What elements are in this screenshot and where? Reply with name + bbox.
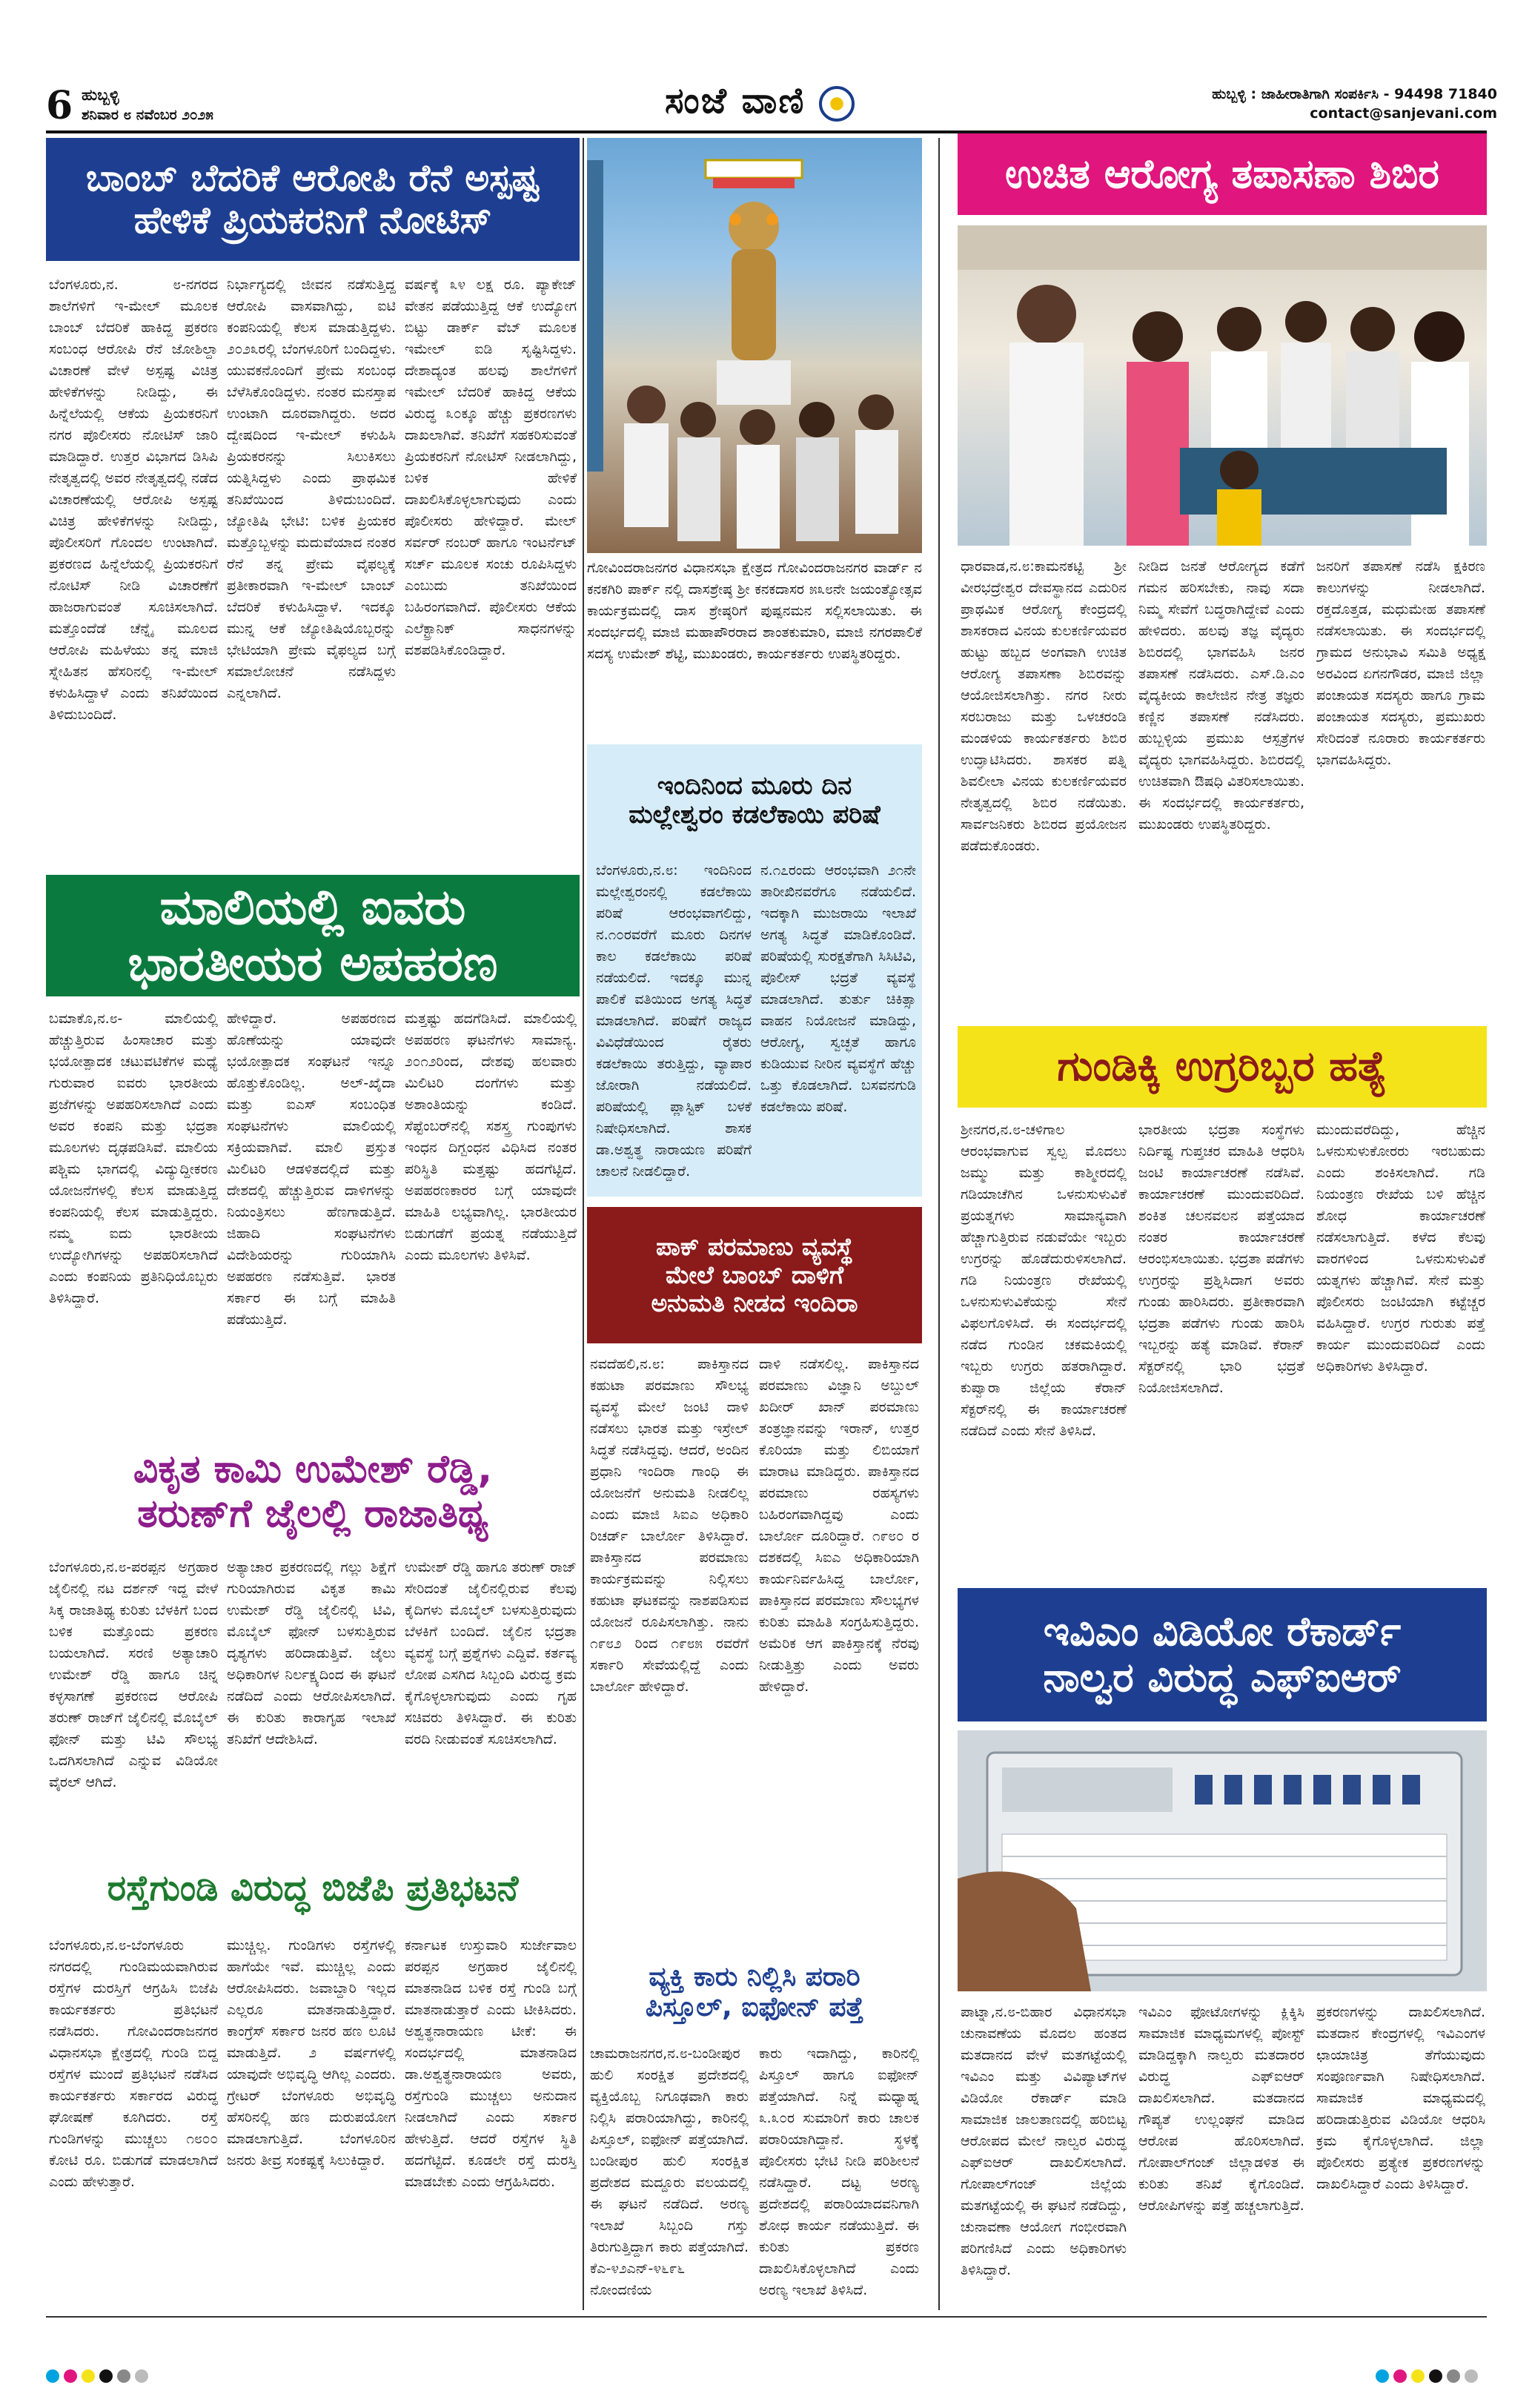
evm-article-col3: ಪ್ರಕರಣಗಳನ್ನು ದಾಖಲಿಸಲಾಗಿದೆ. ಮತದಾನ ಕೇಂದ್ರಗಳಲ್ಲಿ ಇವಿಎಂಗಳ ಛಾಯಾಚಿತ್ರ ತೆಗೆಯುವುದು ಸಂಪೂರ್ಣವಾಗಿ ನಿಷೇಧಿಸಲಾಗಿದೆ. ಸಾಮಾಜಿಕ ಮಾಧ್ಯಮದಲ್ಲಿ ಹರಿದಾಡುತ್ತಿರುವ ವಿಡಿಯೋ ಆಧರಿಸಿ ಕ್ರಮ ಕೈಗೊಳ್ಳಲಾಗಿದೆ. ಜಿಲ್ಲಾ ಪೊಲೀಸರು ಪ್ರತ್ಯೇಕ ಪ್ರಕರಣಗಳನ್ನು ದಾಖಲಿಸಿದ್ದಾರೆ ಎಂದು ತಿಳಿಸಿದ್ದಾರೆ. [1316,2004,1485,2192]
column-divider-left [583,138,584,2310]
kadalekai-headline-line2: ಮಲ್ಲೇಶ್ವರಂ ಕಡಲೆಕಾಯಿ ಪರಿಷೆ [629,800,881,830]
rasthe-article-col2: ಮುಚ್ಚಿಲ್ಲ. ಗುಂಡಿಗಳು ರಸ್ತೆಗಳಲ್ಲಿ ಹಾಗೆಯೇ ಇವೆ. ಮುಚ್ಚಿಲ್ಲ ಎಂದು ಆರೋಪಿಸಿದರು. ಜವಾಬ್ದಾರಿ ಇಲ್ಲದ ಎಲ್ಲರೂ ಮಾತನಾಡುತ್ತಿದ್ದಾರೆ. ಕಾಂಗ್ರೆಸ್ ಸರ್ಕಾರ ಜನರ ಹಣ ಲೂಟಿ ಮಾಡುತ್ತಿದೆ. ೨ ವರ್ಷಗಳಲ್ಲಿ ಯಾವುದೇ ಅಭಿವೃದ್ಧಿ ಆಗಿಲ್ಲ ಎಂದರು. ಗ್ರೇಟರ್ ಬೆಂಗಳೂರು ಅಭಿವೃದ್ಧಿ ಹೆಸರಿನಲ್ಲಿ ಹಣ ದುರುಪಯೋಗ ಮಾಡಲಾಗುತ್ತಿದೆ. ಬೆಂಗಳೂರಿನ ಜನರು ತೀವ್ರ ಸಂಕಷ್ಟಕ್ಕೆ ಸಿಲುಕಿದ್ದಾರೆ. [227,1937,396,2169]
umesh-headline-line2: ತರುಣ್‌ಗೆ ಜೈಲಲ್ಲಿ ರಾಜಾತಿಥ್ಯ [137,1492,488,1536]
ad-contact-line: ಹುಬ್ಬಳ್ಳಿ : ಜಾಹೀರಾತಿಗಾಗಿ ಸಂಪರ್ಕಿಸಿ - 94498 71840 [1212,86,1497,102]
umesh-article-col2: ಅತ್ಯಾಚಾರ ಪ್ರಕರಣದಲ್ಲಿ ಗಲ್ಲು ಶಿಕ್ಷೆಗೆ ಗುರಿಯಾಗಿರುವ ವಿಕೃತ ಕಾಮಿ ಉಮೇಶ್ ರೆಡ್ಡಿ ಜೈಲಿನಲ್ಲಿ ಟಿವಿ, ಮೊಬೈಲ್ ಫೋನ್ ಬಳಸುತ್ತಿರುವ ದೃಶ್ಯಗಳು ಹರಿದಾಡುತ್ತಿವೆ. ಜೈಲು ಅಧಿಕಾರಿಗಳ ನಿರ್ಲಕ್ಷ್ಯದಿಂದ ಈ ಘಟನೆ ನಡೆದಿದೆ ಎಂದು ಆರೋಪಿಸಲಾಗಿದೆ. ಈ ಕುರಿತು ಕಾರಾಗೃಹ ಇಲಾಖೆ ತನಿಖೆಗೆ ಆದೇಶಿಸಿದೆ. [227,1559,396,1747]
car-headline-line1: ವ್ಯಕ್ತಿ ಕಾರು ನಿಲ್ಲಿಸಿ ಪರಾರಿ [649,1961,860,1992]
bomb-article-col3: ವರ್ಷಕ್ಕೆ ೩೪ ಲಕ್ಷ ರೂ. ಪ್ಯಾಕೇಜ್ ವೇತನ ಪಡೆಯುತ್ತಿದ್ದ ಆಕೆ ಉದ್ಯೋಗ ಬಿಟ್ಟು ಡಾರ್ಕ್ ವೆಬ್ ಮೂಲಕ ಇಮೇಲ್ ಐಡಿ ಸೃಷ್ಟಿಸಿದ್ದಳು. ದೇಶಾದ್ಯಂತ ಹಲವು ಶಾಲೆಗಳಿಗೆ ಇಮೇಲ್ ಬೆದರಿಕೆ ಹಾಕಿದ್ದ ಆಕೆಯ ವಿರುದ್ಧ ೩೦ಕ್ಕೂ ಹೆಚ್ಚು ಪ್ರಕರಣಗಳು ದಾಖಲಾಗಿವೆ. ತನಿಖೆಗೆ ಸಹಕರಿಸುವಂತೆ ಪ್ರಿಯಕರನಿಗೆ ನೋಟಿಸ್ ನೀಡಲಾಗಿದ್ದು, ಬಳಿಕ ಹೇಳಿಕೆ ದಾಖಲಿಸಿಕೊಳ್ಳಲಾಗುವುದು ಎಂದು ಪೊಲೀಸರು ಹೇಳಿದ್ದಾರೆ. ಮೇಲ್ ಸರ್ವರ್ ನಂಬರ್ ಹಾಗೂ ಇಂಟರ್ನೆಟ್ ಸರ್ಚ್ ಮೂಲಕ ಸಂಚು ರೂಪಿಸಿದ್ದಳು ಎಂಬುದು ತನಿಖೆಯಿಂದ ಬಹಿರಂಗವಾಗಿದೆ. ಪೊಲೀಸರು ಆಕೆಯ ಎಲೆಕ್ಟ್ರಾನಿಕ್ ಸಾಧನಗಳನ್ನು ವಶಪಡಿಸಿಕೊಂಡಿದ್ದಾರೆ. [405,277,577,658]
gundikki-article-col2: ಭಾರತೀಯ ಭದ್ರತಾ ಸಂಸ್ಥೆಗಳು ನಿರ್ದಿಷ್ಟ ಗುಪ್ತಚರ ಮಾಹಿತಿ ಆಧರಿಸಿ ಜಂಟಿ ಕಾರ್ಯಾಚರಣೆ ನಡೆಸಿವೆ. ಕಾರ್ಯಾಚರಣೆ ಮುಂದುವರಿದಿದೆ. ಶಂಕಿತ ಚಲನವಲನ ಪತ್ತೆಯಾದ ನಂತರ ಕಾರ್ಯಾಚರಣೆ ಆರಂಭಿಸಲಾಯಿತು. ಭದ್ರತಾ ಪಡೆಗಳು ಉಗ್ರರನ್ನು ಪ್ರಶ್ನಿಸಿದಾಗ ಅವರು ಗುಂಡು ಹಾರಿಸಿದರು. ಪ್ರತೀಕಾರವಾಗಿ ಭದ್ರತಾ ಪಡೆಗಳು ಗುಂಡು ಹಾರಿಸಿ ಇಬ್ಬರನ್ನು ಹತ್ಯೆ ಮಾಡಿವೆ. ಕೆರಾನ್ ಸೆಕ್ಟರ್‌ನಲ್ಲಿ ಭಾರಿ ಭದ್ರತೆ ನಿಯೋಜಿಸಲಾಗಿದೆ. [1138,1122,1304,1396]
evm-headline-line2: ನಾಲ್ವರ ವಿರುದ್ಧ ಎಫ್‌ಐಆರ್ [1043,1654,1402,1701]
mali-headline-line2: ಭಾರತೀಯರ ಅಪಹರಣ [127,935,498,992]
kanaka-photo-caption: ಗೋವಿಂದರಾಜನಗರ ವಿಧಾನಸಭಾ ಕ್ಷೇತ್ರದ ಗೋವಿಂದರಾಜನಗರ ವಾರ್ಡ್ ನ ಕನಕಗಿರಿ ಪಾರ್ಕ್ ನಲ್ಲಿ ದಾಸಶ್ರೇಷ್ಠ ಶ್ರೀ ಕನಕದಾಸರ ೫೩೮ನೇ ಜಯಂತ್ಯೋತ್ಸವ ಕಾರ್ಯಕ್ರಮದಲ್ಲಿ ದಾಸ ಶ್ರೇಷ್ಠರಿಗೆ ಪುಷ್ಪನಮನ ಸಲ್ಲಿಸಲಾಯಿತು. ಈ ಸಂದರ್ಭದಲ್ಲಿ ಮಾಜಿ ಮಹಾಪೌರರಾದ ಶಾಂತಕುಮಾರಿ, ಮಾಜಿ ನಗರಪಾಲಿಕೆ ಸದಸ್ಯ ಉಮೇಶ್ ಶೆಟ್ಟಿ, ಮುಖಂಡರು, ಕಾರ್ಯಕರ್ತರು ಉಪಸ್ಥಿತರಿದ್ದರು. [587,560,922,662]
bomb-headline-line2: ಹೇಳಿಕೆ ಪ್ರಿಯಕರನಿಗೆ ನೋಟಿಸ್ [133,199,492,242]
health-camp-photo [958,225,1487,546]
kadalekai-article-col1: ಬೆಂಗಳೂರು,ನ.೮: ಇಂದಿನಿಂದ ಮಲ್ಲೇಶ್ವರಂನಲ್ಲಿ ಕಡಲೆಕಾಯಿ ಪರಿಷೆ ಆರಂಭವಾಗಲಿದ್ದು, ನ.೧೦ರವರೆಗೆ ಮೂರು ದಿನಗಳ ಕಾಲ ಕಡಲೆಕಾಯಿ ಪರಿಷೆ ನಡೆಯಲಿದೆ. ಇದಕ್ಕೂ ಮುನ್ನ ಪಾಲಿಕೆ ವತಿಯಿಂದ ಅಗತ್ಯ ಸಿದ್ಧತೆ ಮಾಡಲಾಗಿದೆ. ಪರಿಷೆಗೆ ರಾಜ್ಯದ ವಿವಿಧೆಡೆಯಿಂದ ರೈತರು ಕಡಲೆಕಾಯಿ ತರುತ್ತಿದ್ದು, ವ್ಯಾಪಾರ ಜೋರಾಗಿ ನಡೆಯಲಿದೆ. ಪರಿಷೆಯಲ್ಲಿ ಪ್ಲಾಸ್ಟಿಕ್ ಬಳಕೆ ನಿಷೇಧಿಸಲಾಗಿದೆ. ಶಾಸಕ ಡಾ.ಅಶ್ವತ್ಥ ನಾರಾಯಣ ಪರಿಷೆಗೆ ಚಾಲನೆ ನೀಡಲಿದ್ದಾರೆ. [596,862,752,1180]
evm-article-col1: ಪಾಟ್ನಾ,ನ.೮-ಬಿಹಾರ ವಿಧಾನಸಭಾ ಚುನಾವಣೆಯ ಮೊದಲ ಹಂತದ ಮತದಾನದ ವೇಳೆ ಮತಗಟ್ಟೆಯಲ್ಲಿ ಇವಿಎಂ ಮತ್ತು ವಿವಿಪ್ಯಾಟ್‌ಗಳ ವಿಡಿಯೋ ರೆಕಾರ್ಡ್ ಮಾಡಿ ಸಾಮಾಜಿಕ ಜಾಲತಾಣದಲ್ಲಿ ಹರಿಬಿಟ್ಟ ಆರೋಪದ ಮೇಲೆ ನಾಲ್ವರ ವಿರುದ್ಧ ಎಫ್‌ಐಆರ್ ದಾಖಲಿಸಲಾಗಿದೆ. ಗೋಪಾಲ್‌ಗಂಜ್ ಜಿಲ್ಲೆಯ ಮತಗಟ್ಟೆಯಲ್ಲಿ ಈ ಘಟನೆ ನಡೆದಿದ್ದು, ಚುನಾವಣಾ ಆಯೋಗ ಗಂಭೀರವಾಗಿ ಪರಿಗಣಿಸಿದೆ ಎಂದು ಅಧಿಕಾರಿಗಳು ತಿಳಿಸಿದ್ದಾರೆ. [961,2004,1127,2278]
mali-article-col2: ಹೇಳಿದ್ದಾರೆ. ಅಪಹರಣದ ಹೊಣೆಯನ್ನು ಯಾವುದೇ ಭಯೋತ್ಪಾದಕ ಸಂಘಟನೆ ಇನ್ನೂ ಹೊತ್ತುಕೊಂಡಿಲ್ಲ. ಅಲ್-ಖೈದಾ ಮತ್ತು ಐಎಸ್ ಸಂಬಂಧಿತ ಸಂಘಟನೆಗಳು ಮಾಲಿಯಲ್ಲಿ ಸಕ್ರಿಯವಾಗಿವೆ. ಮಾಲಿ ಪ್ರಸ್ತುತ ಮಿಲಿಟರಿ ಆಡಳಿತದಲ್ಲಿದೆ ಮತ್ತು ದೇಶದಲ್ಲಿ ಹೆಚ್ಚುತ್ತಿರುವ ದಾಳಿಗಳನ್ನು ನಿಯಂತ್ರಿಸಲು ಹೆಣಗಾಡುತ್ತಿದೆ. ಜಿಹಾದಿ ಸಂಘಟನೆಗಳು ವಿದೇಶಿಯರನ್ನು ಗುರಿಯಾಗಿಸಿ ಅಪಹರಣ ನಡೆಸುತ್ತಿವೆ. ಭಾರತ ಸರ್ಕಾರ ಈ ಬಗ್ಗೆ ಮಾಹಿತಿ ಪಡೆಯುತ್ತಿದೆ. [227,1010,396,1328]
bomb-headline-box [46,138,580,261]
evm-photo [958,1730,1487,1991]
health-camp-illustration [958,225,1487,546]
health-headline-box [958,133,1487,215]
bomb-article-col1: ಬೆಂಗಳೂರು,ನ. ೮-ನಗರದ ಶಾಲೆಗಳಿಗೆ ಇ-ಮೇಲ್ ಮೂಲಕ ಬಾಂಬ್ ಬೆದರಿಕೆ ಹಾಕಿದ್ದ ಪ್ರಕರಣ ಸಂಬಂಧ ಆರೋಪಿ ರೆನೆ ಜೋಶಿಲ್ದಾ ವಿಚಾರಣೆ ವೇಳೆ ಅಸ್ಪಷ್ಟ ವಿಚಿತ್ರ ಹೇಳಿಕೆಗಳನ್ನು ನೀಡಿದ್ದು, ಈ ಹಿನ್ನೆಲೆಯಲ್ಲಿ ಆಕೆಯ ಪ್ರಿಯಕರನಿಗೆ ನಗರ ಪೊಲೀಸರು ನೋಟಿಸ್ ಜಾರಿ ಮಾಡಿದ್ದಾರೆ. ಉತ್ತರ ವಿಭಾಗದ ಡಿಸಿಪಿ ನೇತೃತ್ವದಲ್ಲಿ ಅವರ ನೇತೃತ್ವದಲ್ಲಿ ನಡೆದ ವಿಚಾರಣೆಯಲ್ಲಿ ಆರೋಪಿ ಅಸ್ಪಷ್ಟ ವಿಚಿತ್ರ ಹೇಳಿಕೆಗಳನ್ನು ನೀಡಿದ್ದು, ಪೊಲೀಸರಿಗೆ ಗೊಂದಲ ಉಂಟಾಗಿದೆ. ಪ್ರಕರಣದ ಹಿನ್ನೆಲೆಯಲ್ಲಿ ಪ್ರಿಯಕರನಿಗೆ ನೋಟಿಸ್ ನೀಡಿ ವಿಚಾರಣೆಗೆ ಹಾಜರಾಗುವಂತೆ ಸೂಚಿಸಲಾಗಿದೆ. ಮತ್ತೊಂದೆಡೆ ಚೆನ್ನೈ ಮೂಲದ ಆರೋಪಿ ಮಹಿಳೆಯು ತನ್ನ ಮಾಜಿ ಸ್ನೇಹಿತನ ಹೆಸರಿನಲ್ಲಿ ಇ-ಮೇಲ್ ಕಳುಹಿಸಿದ್ದಾಳೆ ಎಂದು ತನಿಖೆಯಿಂದ ತಿಳಿದುಬಂದಿದೆ. [49,277,218,723]
masthead-city: ಹುಬ್ಬಳ್ಳಿ [82,86,119,104]
car-headline [587,1951,922,2033]
masthead-date: ಶನಿವಾರ ೮ ನವೆಂಬರ ೨೦೨೫ [82,107,213,123]
mali-headline-box [46,875,580,996]
pak-article-col1: ನವದೆಹಲಿ,ನ.೮: ಪಾಕಿಸ್ತಾನದ ಕಹುಟಾ ಪರಮಾಣು ಸೌಲಭ್ಯ ವ್ಯವಸ್ಥೆ ಮೇಲೆ ಜಂಟಿ ದಾಳಿ ನಡೆಸಲು ಭಾರತ ಮತ್ತು ಇಸ್ರೇಲ್ ಸಿದ್ಧತೆ ನಡೆಸಿದ್ದವು. ಆದರೆ, ಅಂದಿನ ಪ್ರಧಾನಿ ಇಂದಿರಾ ಗಾಂಧಿ ಈ ಯೋಜನೆಗೆ ಅನುಮತಿ ನೀಡಲಿಲ್ಲ ಎಂದು ಮಾಜಿ ಸಿಐಎ ಅಧಿಕಾರಿ ರಿಚರ್ಡ್ ಬಾರ್ಲೋ ತಿಳಿಸಿದ್ದಾರೆ. ಪಾಕಿಸ್ತಾನದ ಪರಮಾಣು ಕಾರ್ಯಕ್ರಮವನ್ನು ನಿಲ್ಲಿಸಲು ಕಹುಟಾ ಘಟಕವನ್ನು ನಾಶಪಡಿಸುವ ಯೋಜನೆ ರೂಪಿಸಲಾಗಿತ್ತು. ನಾನು ೧೯೮೨ ರಿಂದ ೧೯೮೫ ರವರೆಗೆ ಸರ್ಕಾರಿ ಸೇವೆಯಲ್ಲಿದ್ದೆ ಎಂದು ಬಾರ್ಲೋ ಹೇಳಿದ್ದಾರೆ. [590,1356,749,1695]
bomb-article-col2: ನಿರ್ಭಾಗ್ಯದಲ್ಲಿ ಜೀವನ ನಡೆಸುತ್ತಿದ್ದ ಆರೋಪಿ ವಾಸವಾಗಿದ್ದು, ಐಟಿ ಕಂಪನಿಯಲ್ಲಿ ಕೆಲಸ ಮಾಡುತ್ತಿದ್ದಳು. ೨೦೨೩ರಲ್ಲಿ ಬೆಂಗಳೂರಿಗೆ ಬಂದಿದ್ದಳು. ಯುವಕನೊಂದಿಗೆ ಪ್ರೇಮ ಸಂಬಂಧ ಬೆಳೆಸಿಕೊಂಡಿದ್ದಳು. ನಂತರ ಮನಸ್ತಾಪ ಉಂಟಾಗಿ ದೂರವಾಗಿದ್ದರು. ಅದರ ದ್ವೇಷದಿಂದ ಇ-ಮೇಲ್ ಕಳುಹಿಸಿ ಪ್ರಿಯಕರನನ್ನು ಸಿಲುಕಿಸಲು ಯತ್ನಿಸಿದ್ದಳು ಎಂದು ಪ್ರಾಥಮಿಕ ತನಿಖೆಯಿಂದ ತಿಳಿದುಬಂದಿದೆ. ಜ್ಯೋತಿಷಿ ಭೇಟಿ: ಬಳಿಕ ಪ್ರಿಯಕರ ಮತ್ತೊಬ್ಬಳನ್ನು ಮದುವೆಯಾದ ನಂತರ ರೆನೆ ತನ್ನ ಪ್ರೇಮ ವೈಫಲ್ಯಕ್ಕೆ ಪ್ರತೀಕಾರವಾಗಿ ಇ-ಮೇಲ್ ಬಾಂಬ್ ಬೆದರಿಕೆ ಕಳುಹಿಸಿದ್ದಾಳೆ. ಇದಕ್ಕೂ ಮುನ್ನ ಆಕೆ ಜ್ಯೋತಿಷಿಯೊಬ್ಬರನ್ನು ಭೇಟಿಯಾಗಿ ಪ್ರೇಮ ವೈಫಲ್ಯದ ಬಗ್ಗೆ ಸಮಾಲೋಚನೆ ನಡೆಸಿದ್ದಳು ಎನ್ನಲಾಗಿದೆ. [227,277,396,701]
kanaka-jayanti-photo [587,138,922,553]
gundikki-headline-text: ಗುಂಡಿಕ್ಕಿ ಉಗ್ರರಿಬ್ಬರ ಹತ್ಯೆ [1057,1042,1387,1091]
bottom-rule [46,2316,1487,2318]
evm-headline-line1: ಇವಿಎಂ ವಿಡಿಯೋ ರೆಕಾರ್ಡ್ [1043,1607,1402,1655]
pak-article-col2: ದಾಳಿ ನಡೆಸಲಿಲ್ಲ. ಪಾಕಿಸ್ತಾನದ ಪರಮಾಣು ವಿಜ್ಞಾನಿ ಅಬ್ದುಲ್ ಖದೀರ್ ಖಾನ್ ಪರಮಾಣು ತಂತ್ರಜ್ಞಾನವನ್ನು ಇರಾನ್, ಉತ್ತರ ಕೊರಿಯಾ ಮತ್ತು ಲಿಬಿಯಾಗೆ ಮಾರಾಟ ಮಾಡಿದ್ದರು. ಪಾಕಿಸ್ತಾನದ ಪರಮಾಣು ರಹಸ್ಯಗಳು ಬಹಿರಂಗವಾಗಿದ್ದವು ಎಂದು ಬಾರ್ಲೋ ದೂರಿದ್ದಾರೆ. ೧೯೮೦ ರ ದಶಕದಲ್ಲಿ ಸಿಐಎ ಅಧಿಕಾರಿಯಾಗಿ ಕಾರ್ಯನಿರ್ವಹಿಸಿದ್ದ ಬಾರ್ಲೋ, ಪಾಕಿಸ್ತಾನದ ಪರಮಾಣು ಸೌಲಭ್ಯಗಳ ಕುರಿತು ಮಾಹಿತಿ ಸಂಗ್ರಹಿಸುತ್ತಿದ್ದರು. ಅಮೆರಿಕ ಆಗ ಪಾಕಿಸ್ತಾನಕ್ಕೆ ನೆರವು ನೀಡುತ್ತಿತ್ತು ಎಂದು ಅವರು ಹೇಳಿದ್ದಾರೆ. [759,1356,919,1695]
car-article-col2: ಕಾರು ಇದಾಗಿದ್ದು, ಕಾರಿನಲ್ಲಿ ಪಿಸ್ತೂಲ್ ಹಾಗೂ ಐಫೋನ್ ಪತ್ತೆಯಾಗಿದೆ. ನಿನ್ನೆ ಮಧ್ಯಾಹ್ನ ೩.೩೦ರ ಸುಮಾರಿಗೆ ಕಾರು ಚಾಲಕ ಪರಾರಿಯಾಗಿದ್ದಾನೆ. ಸ್ಥಳಕ್ಕೆ ಪೊಲೀಸರು ಭೇಟಿ ನೀಡಿ ಪರಿಶೀಲನೆ ನಡೆಸಿದ್ದಾರೆ. ದಟ್ಟ ಅರಣ್ಯ ಪ್ರದೇಶದಲ್ಲಿ ಪರಾರಿಯಾದವನಿಗಾಗಿ ಶೋಧ ಕಾರ್ಯ ನಡೆಯುತ್ತಿದೆ. ಈ ಕುರಿತು ಪ್ರಕರಣ ದಾಖಲಿಸಿಕೊಳ್ಳಲಾಗಿದೆ ಎಂದು ಅರಣ್ಯ ಇಲಾಖೆ ತಿಳಿಸಿದೆ. [759,2045,919,2298]
newspaper-logo [637,80,882,129]
kadalekai-headline [593,750,916,851]
bomb-headline-line1: ಬಾಂಬ್ ಬೆದರಿಕೆ ಆರೋಪಿ ರೆನೆ ಅಸ್ಪಷ್ಟ [85,156,540,199]
gundikki-article-col3: ಮುಂದುವರೆದಿದ್ದು, ಹೆಚ್ಚಿನ ಒಳನುಸುಳುಕೋರರು ಇರಬಹುದು ಎಂದು ಶಂಕಿಸಲಾಗಿದೆ. ಗಡಿ ನಿಯಂತ್ರಣ ರೇಖೆಯ ಬಳಿ ಹೆಚ್ಚಿನ ಶೋಧ ಕಾರ್ಯಾಚರಣೆ ನಡೆಸಲಾಗುತ್ತಿದೆ. ಕಳೆದ ಕೆಲವು ವಾರಗಳಿಂದ ಒಳನುಸುಳುವಿಕೆ ಯತ್ನಗಳು ಹೆಚ್ಚಾಗಿವೆ. ಸೇನೆ ಮತ್ತು ಪೊಲೀಸರು ಜಂಟಿಯಾಗಿ ಕಟ್ಟೆಚ್ಚರ ವಹಿಸಿದ್ದಾರೆ. ಉಗ್ರರ ಗುರುತು ಪತ್ತೆ ಕಾರ್ಯ ಮುಂದುವರಿದಿದೆ ಎಂದು ಅಧಿಕಾರಿಗಳು ತಿಳಿಸಿದ್ದಾರೆ. [1316,1122,1485,1375]
pak-headline-box [587,1207,922,1343]
kadalekai-article-col2: ನ.೧೭ರಂದು ಆರಂಭವಾಗಿ ೨೧ನೇ ತಾರೀಖಿನವರೆಗೂ ನಡೆಯಲಿದೆ. ಇದಕ್ಕಾಗಿ ಮುಜರಾಯಿ ಇಲಾಖೆ ಅಗತ್ಯ ಸಿದ್ಧತೆ ಮಾಡಿಕೊಂಡಿದೆ. ಪರಿಷೆಯಲ್ಲಿ ಸುರಕ್ಷತೆಗಾಗಿ ಸಿಸಿಟಿವಿ, ಪೊಲೀಸ್ ಭದ್ರತೆ ವ್ಯವಸ್ಥೆ ಮಾಡಲಾಗಿದೆ. ತುರ್ತು ಚಿಕಿತ್ಸಾ ವಾಹನ ನಿಯೋಜನೆ ಮಾಡಿದ್ದು, ಆರೋಗ್ಯ, ಸ್ವಚ್ಛತೆ ಹಾಗೂ ಕುಡಿಯುವ ನೀರಿನ ವ್ಯವಸ್ಥೆಗೆ ಹೆಚ್ಚು ಒತ್ತು ಕೊಡಲಾಗಿದೆ. ಬಸವನಗುಡಿ ಕಡಲೆಕಾಯಿ ಪರಿಷೆ. [760,862,916,1115]
page-number: 6 [46,83,73,128]
mali-article-col1: ಬಮಾಕೊ,ನ.೮- ಮಾಲಿಯಲ್ಲಿ ಹೆಚ್ಚುತ್ತಿರುವ ಹಿಂಸಾಚಾರ ಮತ್ತು ಭಯೋತ್ಪಾದಕ ಚಟುವಟಿಕೆಗಳ ಮಧ್ಯೆ ಗುರುವಾರ ಐವರು ಭಾರತೀಯ ಪ್ರಜೆಗಳನ್ನು ಅಪಹರಿಸಲಾಗಿದೆ ಎಂದು ಅವರ ಕಂಪನಿ ಮತ್ತು ಭದ್ರತಾ ಮೂಲಗಳು ದೃಢಪಡಿಸಿವೆ. ಮಾಲಿಯ ಪಶ್ಚಿಮ ಭಾಗದಲ್ಲಿ ವಿದ್ಯುದ್ದೀಕರಣ ಯೋಜನೆಗಳಲ್ಲಿ ಕೆಲಸ ಮಾಡುತ್ತಿದ್ದ ಕಂಪನಿಯಲ್ಲಿ ಕೆಲಸ ಮಾಡುತ್ತಿದ್ದರು. ನಮ್ಮ ಐದು ಭಾರತೀಯ ಉದ್ಯೋಗಿಗಳನ್ನು ಅಪಹರಿಸಲಾಗಿದೆ ಎಂದು ಕಂಪನಿಯ ಪ್ರತಿನಿಧಿಯೊಬ್ಬರು ತಿಳಿಸಿದ್ದಾರೆ. [49,1010,218,1306]
umesh-article-col3: ಉಮೇಶ್ ರೆಡ್ಡಿ ಹಾಗೂ ತರುಣ್ ರಾಜ್ ಸೇರಿದಂತೆ ಜೈಲಿನಲ್ಲಿರುವ ಕೆಲವು ಕೈದಿಗಳು ಮೊಬೈಲ್ ಬಳಸುತ್ತಿರುವುದು ಬೆಳಕಿಗೆ ಬಂದಿದೆ. ಜೈಲಿನ ಭದ್ರತಾ ವ್ಯವಸ್ಥೆ ಬಗ್ಗೆ ಪ್ರಶ್ನೆಗಳು ಎದ್ದಿವೆ. ಕರ್ತವ್ಯ ಲೋಪ ಎಸಗಿದ ಸಿಬ್ಬಂದಿ ವಿರುದ್ಧ ಕ್ರಮ ಕೈಗೊಳ್ಳಲಾಗುವುದು ಎಂದು ಗೃಹ ಸಚಿವರು ತಿಳಿಸಿದ್ದಾರೆ. ಈ ಕುರಿತು ವರದಿ ನೀಡುವಂತೆ ಸೂಚಿಸಲಾಗಿದೆ. [405,1559,577,1747]
rasthe-article-col1: ಬೆಂಗಳೂರು,ನ.೮-ಬೆಂಗಳೂರು ನಗರದಲ್ಲಿ ಗುಂಡಿಮಯವಾಗಿರುವ ರಸ್ತೆಗಳ ದುರಸ್ತಿಗೆ ಆಗ್ರಹಿಸಿ ಬಿಜೆಪಿ ಕಾರ್ಯಕರ್ತರು ಪ್ರತಿಭಟನೆ ನಡೆಸಿದರು. ಗೋವಿಂದರಾಜನಗರ ವಿಧಾನಸಭಾ ಕ್ಷೇತ್ರದಲ್ಲಿ ಗುಂಡಿ ಬಿದ್ದ ರಸ್ತೆಗಳ ಮುಂದೆ ಪ್ರತಿಭಟನೆ ನಡೆಸಿದ ಕಾರ್ಯಕರ್ತರು ಸರ್ಕಾರದ ವಿರುದ್ಧ ಘೋಷಣೆ ಕೂಗಿದರು. ರಸ್ತೆ ಗುಂಡಿಗಳನ್ನು ಮುಚ್ಚಲು ೧೮೦೦ ಕೋಟಿ ರೂ. ಬಿಡುಗಡೆ ಮಾಡಲಾಗಿದೆ ಎಂದು ಹೇಳುತ್ತಾರೆ. [49,1937,218,2190]
mali-article-col3: ಮತ್ತಷ್ಟು ಹದಗೆಡಿಸಿದೆ. ಮಾಲಿಯಲ್ಲಿ ಅಪಹರಣ ಘಟನೆಗಳು ಸಾಮಾನ್ಯ. ೨೦೧೨ರಿಂದ, ದೇಶವು ಹಲವಾರು ಮಿಲಿಟರಿ ದಂಗೆಗಳು ಮತ್ತು ಅಶಾಂತಿಯನ್ನು ಕಂಡಿದೆ. ಸೆಪ್ಟೆಂಬರ್‌ನಲ್ಲಿ ಸಶಸ್ತ್ರ ಗುಂಪುಗಳು ಇಂಧನ ದಿಗ್ಬಂಧನ ವಿಧಿಸಿದ ನಂತರ ಪರಿಸ್ಥಿತಿ ಮತ್ತಷ್ಟು ಹದಗೆಟ್ಟಿದೆ. ಅಪಹರಣಕಾರರ ಬಗ್ಗೆ ಯಾವುದೇ ಮಾಹಿತಿ ಲಭ್ಯವಾಗಿಲ್ಲ. ಭಾರತೀಯರ ಬಿಡುಗಡೆಗೆ ಪ್ರಯತ್ನ ನಡೆಯುತ್ತಿದೆ ಎಂದು ಮೂಲಗಳು ತಿಳಿಸಿವೆ. [405,1010,577,1263]
kadalekai-headline-line1: ಇಂದಿನಿಂದ ಮೂರು ದಿನ [657,770,852,801]
umesh-headline [46,1437,580,1548]
evm-article-col2: ಇವಿಎಂ ಫೋಟೋಗಳನ್ನು ಕ್ಲಿಕ್ಕಿಸಿ ಸಾಮಾಜಿಕ ಮಾಧ್ಯಮಗಳಲ್ಲಿ ಪೋಸ್ಟ್ ಮಾಡಿದ್ದಕ್ಕಾಗಿ ನಾಲ್ವರು ಮತದಾರರ ವಿರುದ್ಧ ಎಫ್‌ಐಆರ್ ದಾಖಲಿಸಲಾಗಿದೆ. ಮತದಾನದ ಗೌಪ್ಯತೆ ಉಲ್ಲಂಘನೆ ಮಾಡಿದ ಆರೋಪ ಹೊರಿಸಲಾಗಿದೆ. ಗೋಪಾಲ್‌ಗಂಜ್ ಜಿಲ್ಲಾಡಳಿತ ಈ ಕುರಿತು ತನಿಖೆ ಕೈಗೊಂಡಿದೆ. ಆರೋಪಿಗಳನ್ನು ಪತ್ತೆ ಹಚ್ಚಲಾಗುತ್ತಿದೆ. [1138,2004,1304,2214]
pak-headline-line2: ಮೇಲೆ ಬಾಂಬ್ ದಾಳಿಗೆ [665,1260,844,1290]
kanaka-statue-illustration [587,138,922,553]
umesh-article-col1: ಬೆಂಗಳೂರು,ನ.೮-ಪರಪ್ಪನ ಅಗ್ರಹಾರ ಜೈಲಿನಲ್ಲಿ ನಟ ದರ್ಶನ್ ಇದ್ದ ವೇಳೆ ಸಿಕ್ಕ ರಾಜಾತಿಥ್ಯ ಕುರಿತು ಬೆಳಕಿಗೆ ಬಂದ ಬಳಿಕ ಮತ್ತೊಂದು ಪ್ರಕರಣ ಬಯಲಾಗಿದೆ. ಸರಣಿ ಅತ್ಯಾಚಾರಿ ಉಮೇಶ್ ರೆಡ್ಡಿ ಹಾಗೂ ಚಿನ್ನ ಕಳ್ಳಸಾಗಣೆ ಪ್ರಕರಣದ ಆರೋಪಿ ತರುಣ್ ರಾಜ್‌ಗೆ ಜೈಲಿನಲ್ಲಿ ಮೊಬೈಲ್ ಫೋನ್ ಮತ್ತು ಟಿವಿ ಸೌಲಭ್ಯ ಒದಗಿಸಲಾಗಿದೆ ಎನ್ನುವ ವಿಡಿಯೋ ವೈರಲ್ ಆಗಿದೆ. [49,1559,218,1790]
rasthe-headline [46,1853,580,1925]
health-article-col3: ಜನರಿಗೆ ತಪಾಸಣೆ ನಡೆಸಿ ಕ್ಷಕಿರಣ ಕಾಲುಗಳನ್ನು ನೀಡಲಾಗಿದೆ. ರಕ್ತದೊತ್ತಡ, ಮಧುಮೇಹ ತಪಾಸಣೆ ನಡೆಸಲಾಯಿತು. ಈ ಸಂದರ್ಭದಲ್ಲಿ ಗ್ರಾಮದ ಅನುಭಾವಿ ಸಮಿತಿ ಅಧ್ಯಕ್ಷ ಅರವಿಂದ ಏಗನಗೌಡರ, ಮಾಜಿ ಜಿಲ್ಲಾ ಪಂಚಾಯತ ಸದಸ್ಯರು ಹಾಗೂ ಗ್ರಾಮ ಪಂಚಾಯತ ಸದಸ್ಯರು, ಪ್ರಮುಖರು ಸೇರಿದಂತೆ ನೂರಾರು ಕಾರ್ಯಕರ್ತರು ಭಾಗವಹಿಸಿದ್ದರು. [1316,558,1485,768]
print-registration-marks-left [46,2369,148,2383]
health-headline-text: ಉಚಿತ ಆರೋಗ್ಯ ತಪಾಸಣಾ ಶಿಬಿರ [1005,150,1439,197]
rasthe-article-col3: ಕರ್ನಾಟಕ ಉಸ್ತುವಾರಿ ಸುರ್ಜೇವಾಲ ಪರಪ್ಪನ ಅಗ್ರಹಾರ ಜೈಲಿನಲ್ಲಿ ಮಾತನಾಡಿದ ಬಳಿಕ ರಸ್ತೆ ಗುಂಡಿ ಬಗ್ಗೆ ಮಾತನಾಡುತ್ತಾರೆ ಎಂದು ಟೀಕಿಸಿದರು. ಅಶ್ವತ್ಥನಾರಾಯಣ ಟೀಕೆ: ಈ ಸಂದರ್ಭದಲ್ಲಿ ಮಾತನಾಡಿದ ಡಾ.ಅಶ್ವತ್ಥನಾರಾಯಣ ಅವರು, ರಸ್ತೆಗುಂಡಿ ಮುಚ್ಚಲು ಅನುದಾನ ನೀಡಲಾಗಿದೆ ಎಂದು ಸರ್ಕಾರ ಹೇಳುತ್ತಿದೆ. ಆದರೆ ರಸ್ತೆಗಳ ಸ್ಥಿತಿ ಹದಗೆಟ್ಟಿದೆ. ಕೂಡಲೇ ರಸ್ತೆ ದುರಸ್ತಿ ಮಾಡಬೇಕು ಎಂದು ಆಗ್ರಹಿಸಿದರು. [405,1937,577,2190]
newspaper-title: ಸಂಜೆ ವಾಣಿ [664,80,806,122]
column-divider-right [938,138,940,2310]
mali-headline-line1: ಮಾಲಿಯಲ್ಲಿ ಐವರು [159,879,466,936]
evm-headline-box [958,1588,1487,1721]
gundikki-article-col1: ಶ್ರೀನಗರ,ನ.೮-ಚಳಿಗಾಲ ಆರಂಭವಾಗುವ ಸ್ವಲ್ಪ ಮೊದಲು ಜಮ್ಮು ಮತ್ತು ಕಾಶ್ಮೀರದಲ್ಲಿ ಗಡಿಯಾಚೆಗಿನ ಒಳನುಸುಳುವಿಕೆ ಪ್ರಯತ್ನಗಳು ಸಾಮಾನ್ಯವಾಗಿ ಹೆಚ್ಚಾಗುತ್ತಿರುವ ನಡುವೆಯೇ ಇಬ್ಬರು ಉಗ್ರರನ್ನು ಹೊಡೆದುರುಳಿಸಲಾಗಿದೆ. ಗಡಿ ನಿಯಂತ್ರಣ ರೇಖೆಯಲ್ಲಿ ಒಳನುಸುಳುವಿಕೆಯನ್ನು ಸೇನೆ ವಿಫಲಗೊಳಿಸಿದೆ. ಈ ಸಂದರ್ಭದಲ್ಲಿ ನಡೆದ ಗುಂಡಿನ ಚಕಮಕಿಯಲ್ಲಿ ಇಬ್ಬರು ಉಗ್ರರು ಹತರಾಗಿದ್ದಾರೆ. ಕುಪ್ವಾರಾ ಜಿಲ್ಲೆಯ ಕೆರಾನ್ ಸೆಕ್ಟರ್‌ನಲ್ಲಿ ಈ ಕಾರ್ಯಾಚರಣೆ ನಡೆದಿದೆ ಎಂದು ಸೇನೆ ತಿಳಿಸಿದೆ. [961,1122,1127,1439]
health-article-col2: ನೀಡಿದ ಜನತೆ ಆರೋಗ್ಯದ ಕಡೆಗೆ ಗಮನ ಹರಿಸಬೇಕು, ನಾವು ಸದಾ ನಿಮ್ಮ ಸೇವೆಗೆ ಬದ್ಧರಾಗಿದ್ದೇವೆ ಎಂದು ಹೇಳಿದರು. ಹಲವು ತಜ್ಞ ವೈದ್ಯರು ಶಿಬಿರದಲ್ಲಿ ಭಾಗವಹಿಸಿ ಜನರ ತಪಾಸಣೆ ನಡೆಸಿದರು. ಎಸ್.ಡಿ.ಎಂ ವೈದ್ಯಕೀಯ ಕಾಲೇಜಿನ ನೇತ್ರ ತಜ್ಞರು ಕಣ್ಣಿನ ತಪಾಸಣೆ ನಡೆಸಿದರು. ಹುಬ್ಬಳ್ಳಿಯ ಪ್ರಮುಖ ಆಸ್ಪತ್ರೆಗಳ ವೈದ್ಯರು ಭಾಗವಹಿಸಿದ್ದರು. ಶಿಬಿರದಲ್ಲಿ ಉಚಿತವಾಗಿ ಔಷಧಿ ವಿತರಿಸಲಾಯಿತು. ಈ ಸಂದರ್ಭದಲ್ಲಿ ಕಾರ್ಯಕರ್ತರು, ಮುಖಂಡರು ಉಪಸ್ಥಿತರಿದ್ದರು. [1138,558,1304,833]
contact-email: contact@sanjevani.com [1310,105,1497,122]
umesh-headline-line1: ವಿಕೃತ ಕಾಮಿ ಉಮೇಶ್ ರೆಡ್ಡಿ, [133,1447,493,1492]
print-registration-marks-right [1376,2369,1478,2383]
health-article-col1: ಧಾರವಾಡ,ನ.೮:ಕಾಮನಕಟ್ಟಿ ಶ್ರೀ ವೀರಭದ್ರೇಶ್ವರ ದೇವಸ್ಥಾನದ ಎದುರಿನ ಪ್ರಾಥಮಿಕ ಆರೋಗ್ಯ ಕೇಂದ್ರದಲ್ಲಿ ಶಾಸಕರಾದ ವಿನಯ ಕುಲಕರ್ಣಿಯವರ ಹುಟ್ಟು ಹಬ್ಬದ ಅಂಗವಾಗಿ ಉಚಿತ ಆರೋಗ್ಯ ತಪಾಸಣಾ ಶಿಬಿರವನ್ನು ಆಯೋಜಿಸಲಾಗಿತ್ತು. ನಗರ ನೀರು ಸರಬರಾಜು ಮತ್ತು ಒಳಚರಂಡಿ ಮಂಡಳಿಯ ಕಾರ್ಯಕರ್ತರು ಶಿಬಿರ ಉದ್ಘಾಟಿಸಿದರು. ಶಾಸಕರ ಪತ್ನಿ ಶಿವಲೀಲಾ ವಿನಯ ಕುಲಕರ್ಣಿಯವರ ನೇತೃತ್ವದಲ್ಲಿ ಶಿಬಿರ ನಡೆಯಿತು. ಸಾರ್ವಜನಿಕರು ಶಿಬಿರದ ಪ್ರಯೋಜನ ಪಡೆದುಕೊಂಡರು. [961,558,1127,854]
evm-machine-illustration [958,1730,1487,1991]
pak-headline-line1: ಪಾಕ್ ಪರಮಾಣು ವ್ಯವಸ್ಥೆ [656,1232,853,1262]
sun-logo-icon [819,86,855,122]
car-headline-line2: ಪಿಸ್ತೂಲ್, ಐಫೋನ್ ಪತ್ತೆ [645,1992,864,2022]
car-article-col1: ಚಾಮರಾಜನಗರ,ನ.೮-ಬಂಡೀಪುರ ಹುಲಿ ಸಂರಕ್ಷಿತ ಪ್ರದೇಶದಲ್ಲಿ ವ್ಯಕ್ತಿಯೊಬ್ಬ ನಿಗೂಢವಾಗಿ ಕಾರು ನಿಲ್ಲಿಸಿ ಪರಾರಿಯಾಗಿದ್ದು, ಕಾರಿನಲ್ಲಿ ಪಿಸ್ತೂಲ್, ಐಫೋನ್ ಪತ್ತೆಯಾಗಿದೆ. ಬಂಡೀಪುರ ಹುಲಿ ಸಂರಕ್ಷಿತ ಪ್ರದೇಶದ ಮದ್ದೂರು ವಲಯದಲ್ಲಿ ಈ ಘಟನೆ ನಡೆದಿದೆ. ಅರಣ್ಯ ಇಲಾಖೆ ಸಿಬ್ಬಂದಿ ಗಸ್ತು ತಿರುಗುತ್ತಿದ್ದಾಗ ಕಾರು ಪತ್ತೆಯಾಗಿದೆ. ಕೆಎ-೪೨ಎನ್-೪೬೯೬ ನೋಂದಣಿಯ [590,2045,749,2298]
pak-headline-line3: ಅನುಮತಿ ನೀಡದ ಇಂದಿರಾ [651,1288,858,1317]
rasthe-headline-text: ರಸ್ತೆಗುಂಡಿ ವಿರುದ್ಧ ಬಿಜೆಪಿ ಪ್ರತಿಭಟನೆ [107,1868,519,1910]
gundikki-headline-box [958,1026,1487,1108]
